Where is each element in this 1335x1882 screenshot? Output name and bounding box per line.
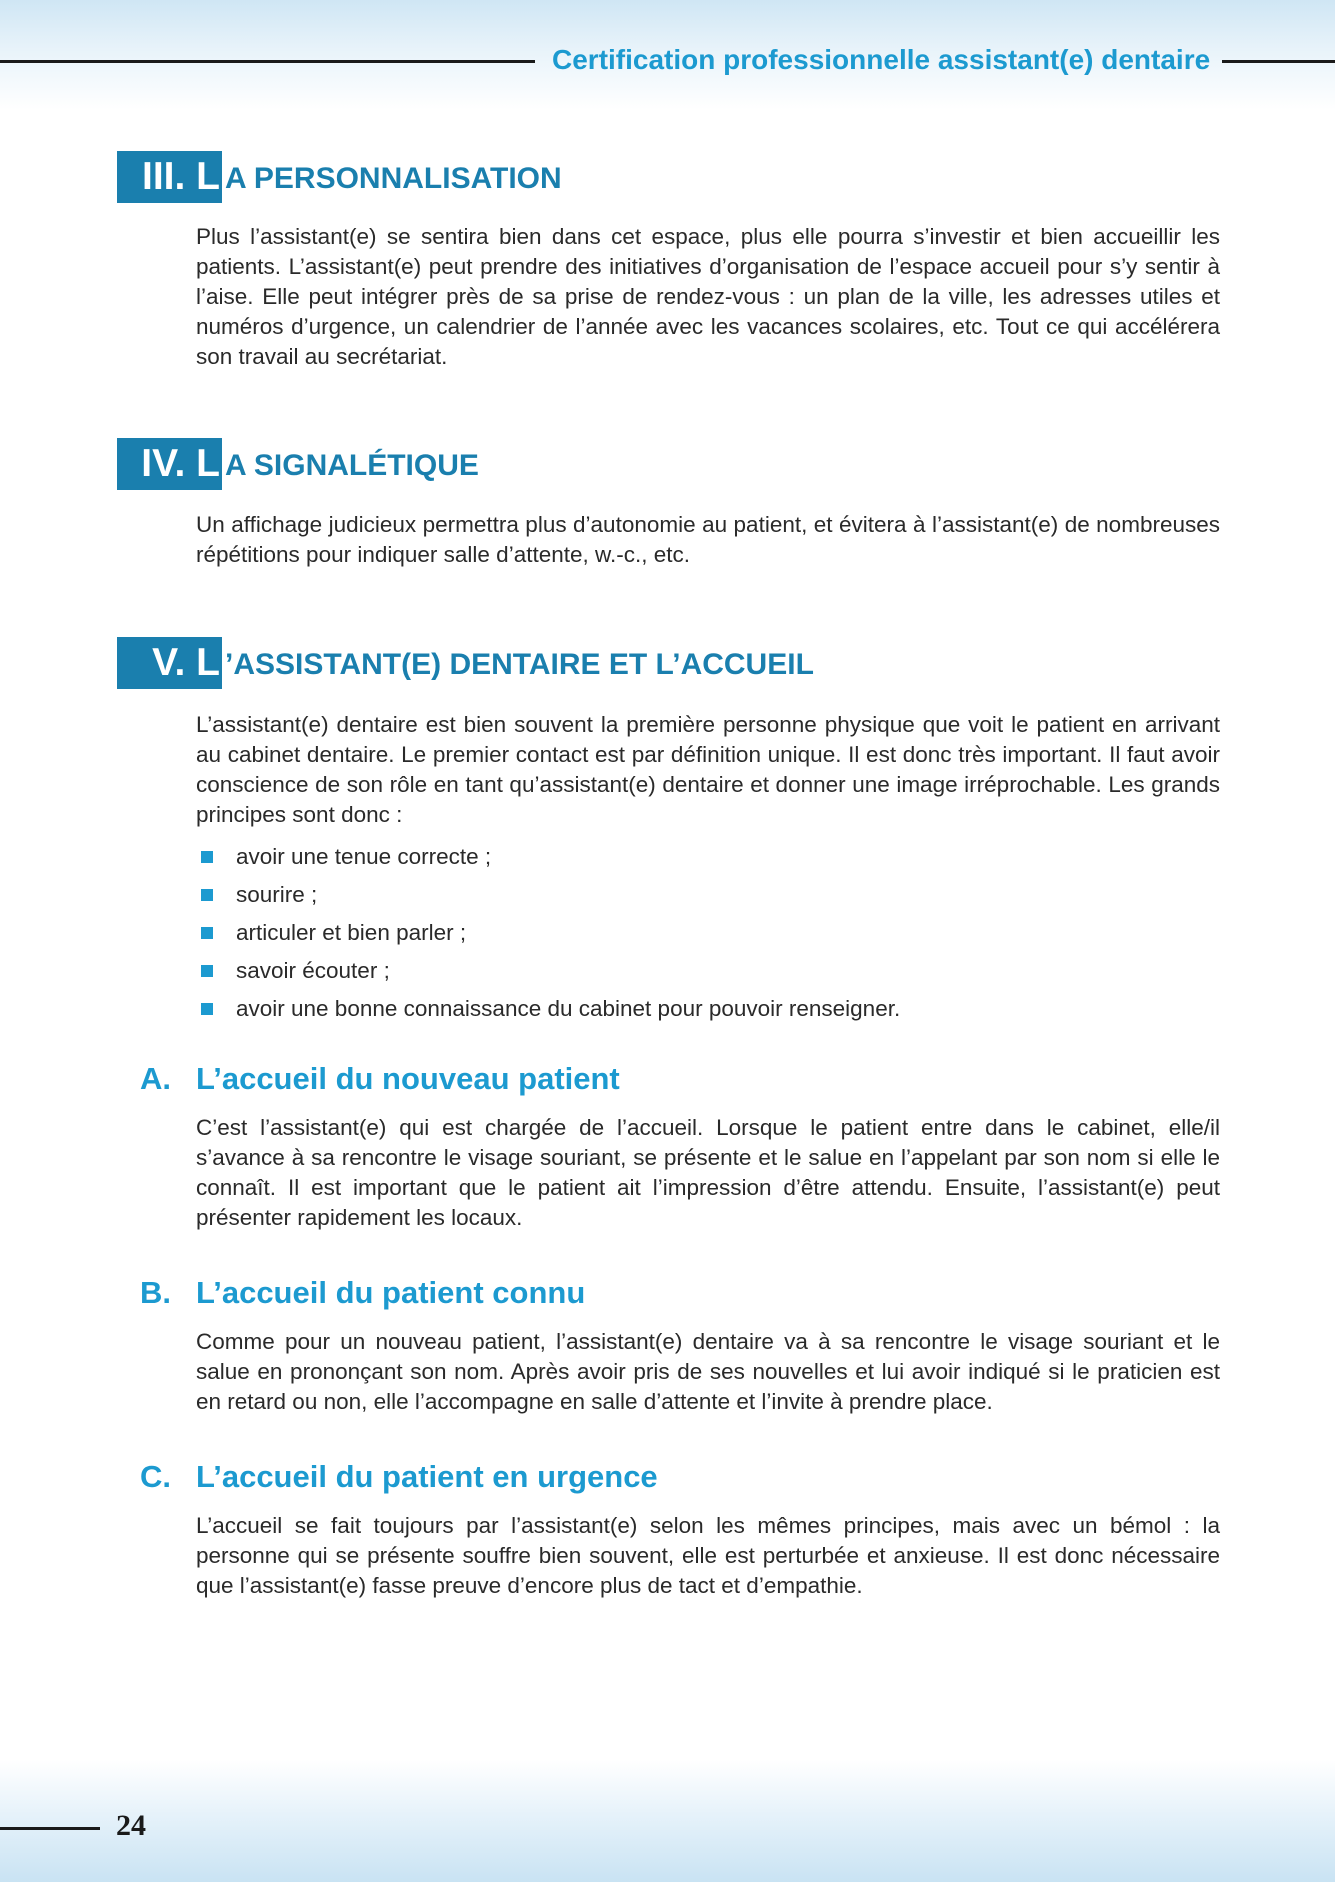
list-item [196, 990, 900, 1028]
section-number-box: III. L [117, 151, 222, 203]
running-header-title: Certification professionnelle assistant(e) dentaire [552, 44, 1211, 75]
subsection-heading-b [140, 1271, 585, 1315]
square-bullet-icon [201, 851, 213, 863]
square-bullet-icon [201, 889, 213, 901]
section-paragraph: Un affichage judicieux permettra plus d’autonomie au patient, et évitera à l’assistant(e) de nombreuses répétitions pour indiquer salle d’attente, w.-c., etc. [196, 512, 1220, 567]
list-item-text: avoir une tenue correcte ; [236, 844, 492, 869]
principles-list [196, 838, 900, 1028]
list-item-text: avoir une bonne connaissance du cabinet pour pouvoir renseigner. [236, 996, 901, 1021]
section-title: A SIGNALÉTIQUE [225, 449, 479, 482]
square-bullet-icon [201, 1003, 213, 1015]
subsection-paragraph: L’accueil se fait toujours par l’assistant(e) selon les mêmes principes, mais avec un bémol : la personne qui se présente souffre bien souvent, elle est perturbée et anxieuse. Il est donc nécessaire que l’assistant(e) fasse preuve d’encore plus de tact et d’empathie. [196, 1513, 1220, 1598]
subsection-paragraph: C’est l’assistant(e) qui est chargée de l’accueil. Lorsque le patient entre dans le cabinet, elle/il s’avance à sa rencontre le visage souriant, se présente et le salue en l’appelant par son nom si elle le connaît. Il est important que le patient ait l’impression d’être attendu. Ensuite, l’assistant(e) peut présenter rapidement les locaux. [196, 1115, 1220, 1230]
subsection-letter: B. [140, 1275, 171, 1310]
section-heading-v [117, 637, 814, 689]
square-bullet-icon [201, 927, 213, 939]
subsection-letter: C. [140, 1459, 171, 1494]
list-item [196, 838, 900, 876]
section-number-box: IV. L [117, 438, 222, 490]
section-heading-iii [117, 151, 562, 203]
list-item-text: savoir écouter ; [236, 958, 390, 983]
subsection-title: L’accueil du nouveau patient [196, 1061, 620, 1096]
header-rule-left [0, 60, 535, 63]
subsection-heading-c [140, 1455, 658, 1499]
subsection-letter: A. [140, 1061, 171, 1096]
page-number: 24 [116, 1809, 146, 1842]
square-bullet-icon [201, 965, 213, 977]
footer-rule [0, 1827, 100, 1830]
section-number-box: V. L [117, 637, 222, 689]
section-heading-iv [117, 438, 479, 490]
section-paragraph: L’assistant(e) dentaire est bien souvent la première personne physique que voit le patient en arrivant au cabinet dentaire. Le premier contact est par définition unique. Il est donc très important. Il faut avoir conscience de son rôle en tant qu’assistant(e) dentaire et donner une image irréprochable. Les grands principes sont donc : [196, 712, 1220, 827]
subsection-paragraph: Comme pour un nouveau patient, l’assistant(e) dentaire va à sa rencontre le visage souriant et le salue en prononçant son nom. Après avoir pris de ses nouvelles et lui avoir indiqué si le praticien est en retard ou non, elle l’accompagne en salle d’attente et l’invite à prendre place. [196, 1329, 1220, 1414]
header-rule-right [1222, 60, 1335, 63]
list-item-text: articuler et bien parler ; [236, 920, 467, 945]
list-item [196, 952, 900, 990]
section-title: A PERSONNALISATION [225, 162, 562, 195]
subsection-heading-a [140, 1057, 620, 1101]
list-item-text: sourire ; [236, 882, 318, 907]
list-item [196, 914, 900, 952]
subsection-title: L’accueil du patient connu [196, 1275, 586, 1310]
section-paragraph: Plus l’assistant(e) se sentira bien dans cet espace, plus elle pourra s’investir et bien accueillir les patients. L’assistant(e) peut prendre des initiatives d’organisation de l’espace accueil pour s’y sentir à l’aise. Elle peut intégrer près de sa prise de rendez-vous : un plan de la ville, les adresses utiles et numéros d’urgence, un calendrier de l’année avec les vacances scolaires, etc. Tout ce qui accélérera son travail au secrétariat. [196, 224, 1220, 369]
section-title: ’ASSISTANT(E) DENTAIRE ET L’ACCUEIL [225, 648, 814, 681]
footer-background [0, 1760, 1335, 1882]
subsection-title: L’accueil du patient en urgence [196, 1459, 658, 1494]
list-item [196, 876, 900, 914]
